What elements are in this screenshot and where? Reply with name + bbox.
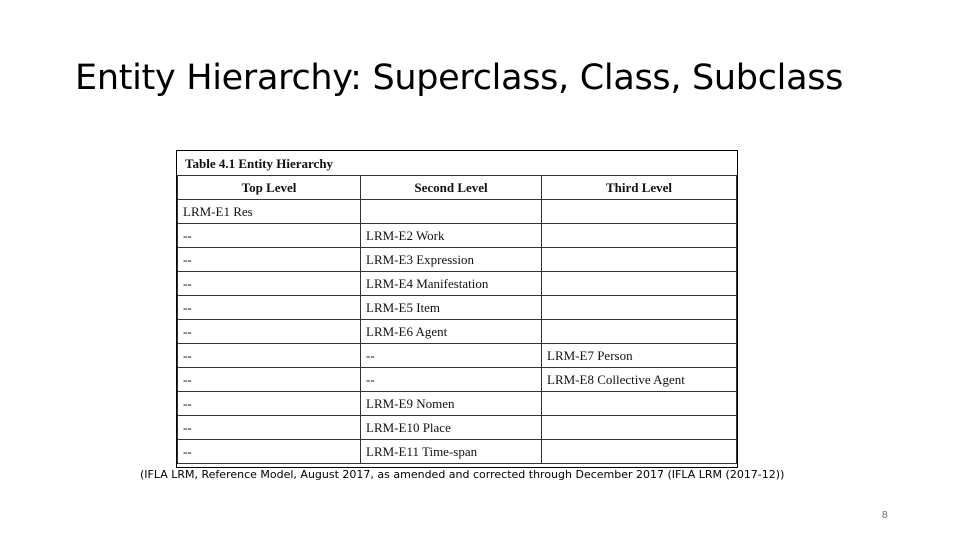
table-cell (542, 200, 737, 224)
table-row (178, 392, 737, 416)
table-cell: LRM-E5 Item (361, 296, 542, 320)
table-cell (361, 200, 542, 224)
table-cell (542, 320, 737, 344)
table-row (178, 344, 737, 368)
table-cell: -- (178, 272, 361, 296)
table-row (178, 368, 737, 392)
table-cell: -- (178, 224, 361, 248)
table-cell: -- (178, 416, 361, 440)
table-cell: -- (178, 344, 361, 368)
table-cell: -- (361, 344, 542, 368)
table-cell (542, 248, 737, 272)
table-cell (542, 440, 737, 464)
table-cell: LRM-E4 Manifestation (361, 272, 542, 296)
table-cell: -- (178, 368, 361, 392)
table-cell: LRM-E7 Person (542, 344, 737, 368)
table-cell: LRM-E1 Res (178, 200, 361, 224)
table-row (178, 200, 737, 224)
table-cell (542, 296, 737, 320)
table-cell (542, 392, 737, 416)
table-cell (542, 416, 737, 440)
table-cell: LRM-E8 Collective Agent (542, 368, 737, 392)
source-citation: (IFLA LRM, Reference Model, August 2017, as amended and corrected through December 2017 (IFLA LRM (2017-12)) (140, 468, 785, 481)
column-header-third-level: Third Level (542, 176, 737, 200)
table-caption: Table 4.1 Entity Hierarchy (185, 156, 334, 171)
page-number: 8 (881, 510, 888, 521)
table-cell: -- (178, 248, 361, 272)
table-row (178, 272, 737, 296)
table-row (178, 248, 737, 272)
table-row (178, 416, 737, 440)
table-cell (542, 224, 737, 248)
table-row (178, 224, 737, 248)
table-cell: -- (178, 296, 361, 320)
table-cell: LRM-E10 Place (361, 416, 542, 440)
table-cell: -- (361, 368, 542, 392)
table-header-row (178, 176, 737, 200)
table-cell (542, 272, 737, 296)
slide-title: Entity Hierarchy: Superclass, Class, Subclass (75, 58, 844, 98)
table-cell: LRM-E9 Nomen (361, 392, 542, 416)
entity-hierarchy-table-image (176, 150, 738, 468)
column-header-top-level: Top Level (178, 176, 361, 200)
entity-hierarchy-table (177, 175, 737, 464)
column-header-second-level: Second Level (361, 176, 542, 200)
table-row (178, 320, 737, 344)
table-cell: LRM-E3 Expression (361, 248, 542, 272)
table-cell: -- (178, 440, 361, 464)
table-row (178, 440, 737, 464)
table-cell: LRM-E11 Time-span (361, 440, 542, 464)
table-cell: -- (178, 320, 361, 344)
table-cell: LRM-E6 Agent (361, 320, 542, 344)
table-cell: LRM-E2 Work (361, 224, 542, 248)
table-cell: -- (178, 392, 361, 416)
table-row (178, 296, 737, 320)
